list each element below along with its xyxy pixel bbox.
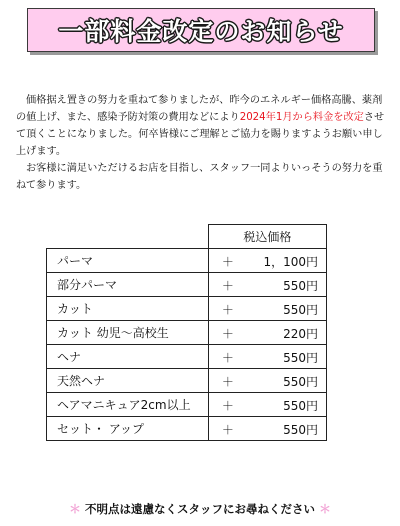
price-table: [46, 224, 327, 441]
table-row: [47, 345, 327, 369]
table-row: [47, 321, 327, 345]
table-row: [47, 417, 327, 441]
price-amount: 550円: [283, 423, 318, 437]
plus-sign: ＋: [221, 327, 234, 341]
header-blank-cell: [47, 225, 209, 249]
price-amount: 550円: [283, 399, 318, 413]
plus-sign: ＋: [221, 399, 234, 413]
price-change-highlight: 2024年1月から料金を改定: [239, 112, 364, 123]
table-row: [47, 369, 327, 393]
footer-note: [0, 500, 400, 517]
price-cell: [208, 321, 326, 345]
service-name: パーマ: [47, 249, 209, 273]
table-row: [47, 393, 327, 417]
notice-paragraph-1: [16, 92, 388, 160]
star-left-icon: ＊: [68, 502, 81, 516]
paragraph-1-part-2: させて頂くことになりました。何卒皆様にご理解とご協力を賜りますようお願い申し上げます。: [16, 112, 385, 157]
plus-sign: ＋: [221, 279, 234, 293]
table-row: [47, 249, 327, 273]
tax-included-price-header: 税込価格: [208, 225, 326, 249]
price-cell: [208, 369, 326, 393]
footer-text: 不明点は遠慮なくスタッフにお尋ねください: [85, 502, 315, 516]
price-cell: [208, 345, 326, 369]
plus-sign: ＋: [221, 375, 234, 389]
price-cell: [208, 393, 326, 417]
paragraph-1-part-1: 価格据え置きの努力を重ねて参りましたが、昨今のエネルギー価格高騰、薬剤の値上げ、また、感染予防対策の費用などにより: [16, 95, 383, 123]
notice-paragraph-2: お客様に満足いただけるお店を目指し、スタッフ一同よりいっそうの努力を重ねて参ります。: [16, 163, 383, 191]
price-amount: 550円: [283, 351, 318, 365]
service-name: ヘアマニキュア2cm以上: [47, 393, 209, 417]
price-cell: [208, 417, 326, 441]
service-name: ヘナ: [47, 345, 209, 369]
table-row: [47, 273, 327, 297]
star-right-icon: ＊: [319, 502, 332, 516]
price-amount: 550円: [283, 375, 318, 389]
notice-body: [16, 92, 388, 194]
plus-sign: ＋: [221, 423, 234, 437]
table-row: [47, 297, 327, 321]
price-table-header-row: [47, 225, 327, 249]
price-cell: [208, 249, 326, 273]
plus-sign: ＋: [221, 255, 234, 269]
price-amount: 550円: [283, 303, 318, 317]
title-banner: [27, 8, 375, 52]
plus-sign: ＋: [221, 351, 234, 365]
price-amount: 550円: [283, 279, 318, 293]
plus-sign: ＋: [221, 303, 234, 317]
price-amount: 1，100円: [263, 255, 318, 269]
price-amount: 220円: [283, 327, 318, 341]
service-name: セット・ アップ: [47, 417, 209, 441]
price-cell: [208, 273, 326, 297]
service-name: カット: [47, 297, 209, 321]
service-name: 天然ヘナ: [47, 369, 209, 393]
price-cell: [208, 297, 326, 321]
service-name: 部分パーマ: [47, 273, 209, 297]
page-title: 一部料金改定のお知らせ: [58, 17, 344, 46]
service-name: カット 幼児～高校生: [47, 321, 209, 345]
